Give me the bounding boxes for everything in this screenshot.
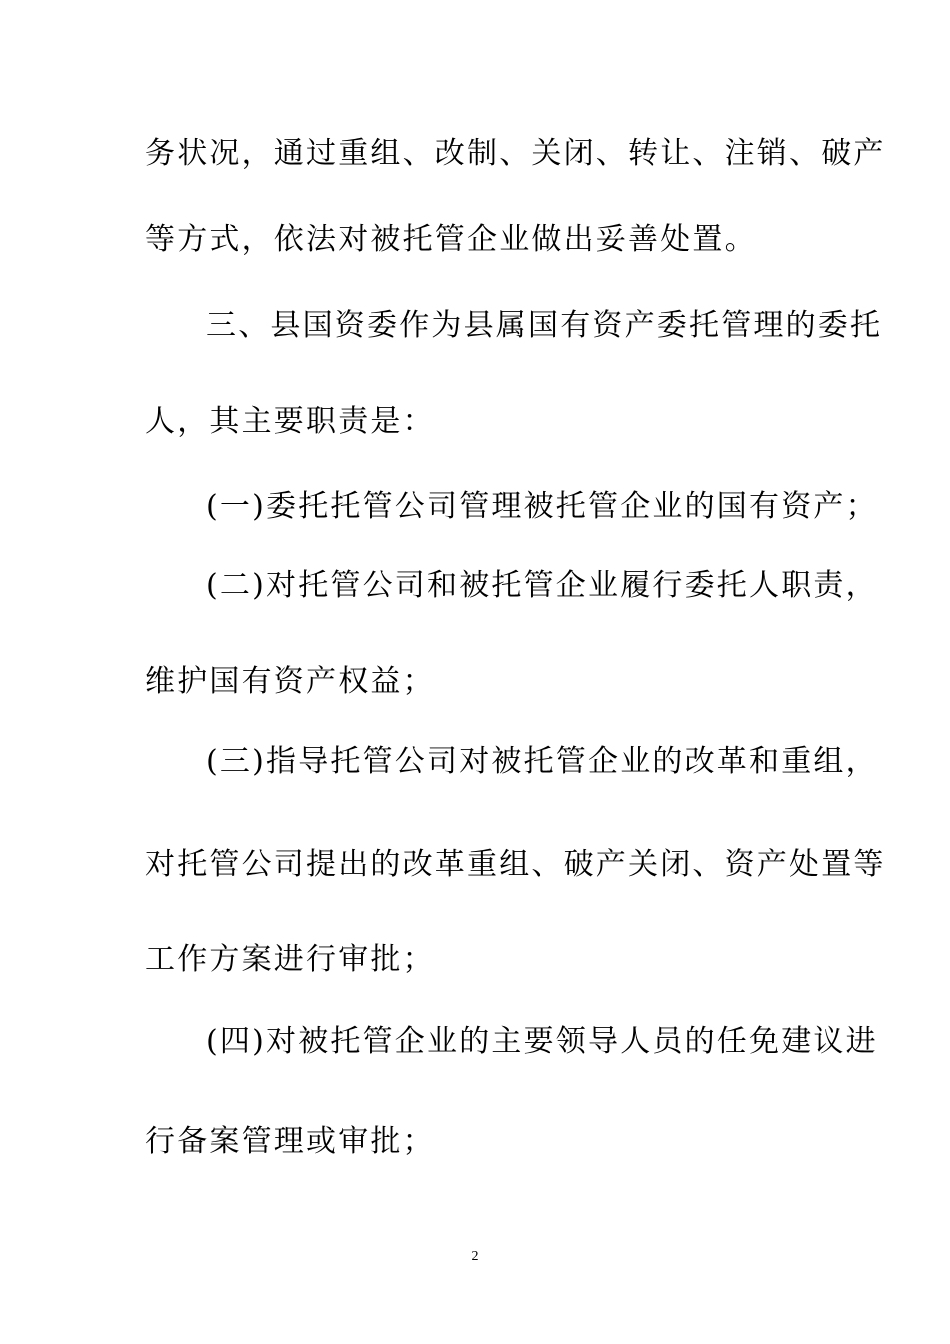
- section-heading-3: 三、县国资委作为县属国有资产委托管理的委托: [206, 308, 883, 343]
- text-line: 人，其主要职责是：: [145, 404, 435, 439]
- list-item-2: (二)对托管公司和被托管企业履行委托人职责，: [206, 568, 878, 603]
- text-line: 务状况，通过重组、改制、关闭、转让、注销、破产: [145, 136, 886, 171]
- text-line: 工作方案进行审批；: [145, 942, 435, 977]
- list-item-4: (四)对被托管企业的主要领导人员的任免建议进: [206, 1024, 878, 1059]
- text-line: 维护国有资产权益；: [145, 664, 435, 699]
- text-line: 对托管公司提出的改革重组、破产关闭、资产处置等: [145, 847, 886, 882]
- list-item-3: (三)指导托管公司对被托管企业的改革和重组，: [206, 744, 878, 779]
- list-item-1: (一)委托托管公司管理被托管企业的国有资产；: [206, 489, 878, 524]
- text-line: 行备案管理或审批；: [145, 1124, 435, 1159]
- page-number: 2: [471, 1249, 479, 1264]
- text-line: 等方式，依法对被托管企业做出妥善处置。: [145, 222, 757, 257]
